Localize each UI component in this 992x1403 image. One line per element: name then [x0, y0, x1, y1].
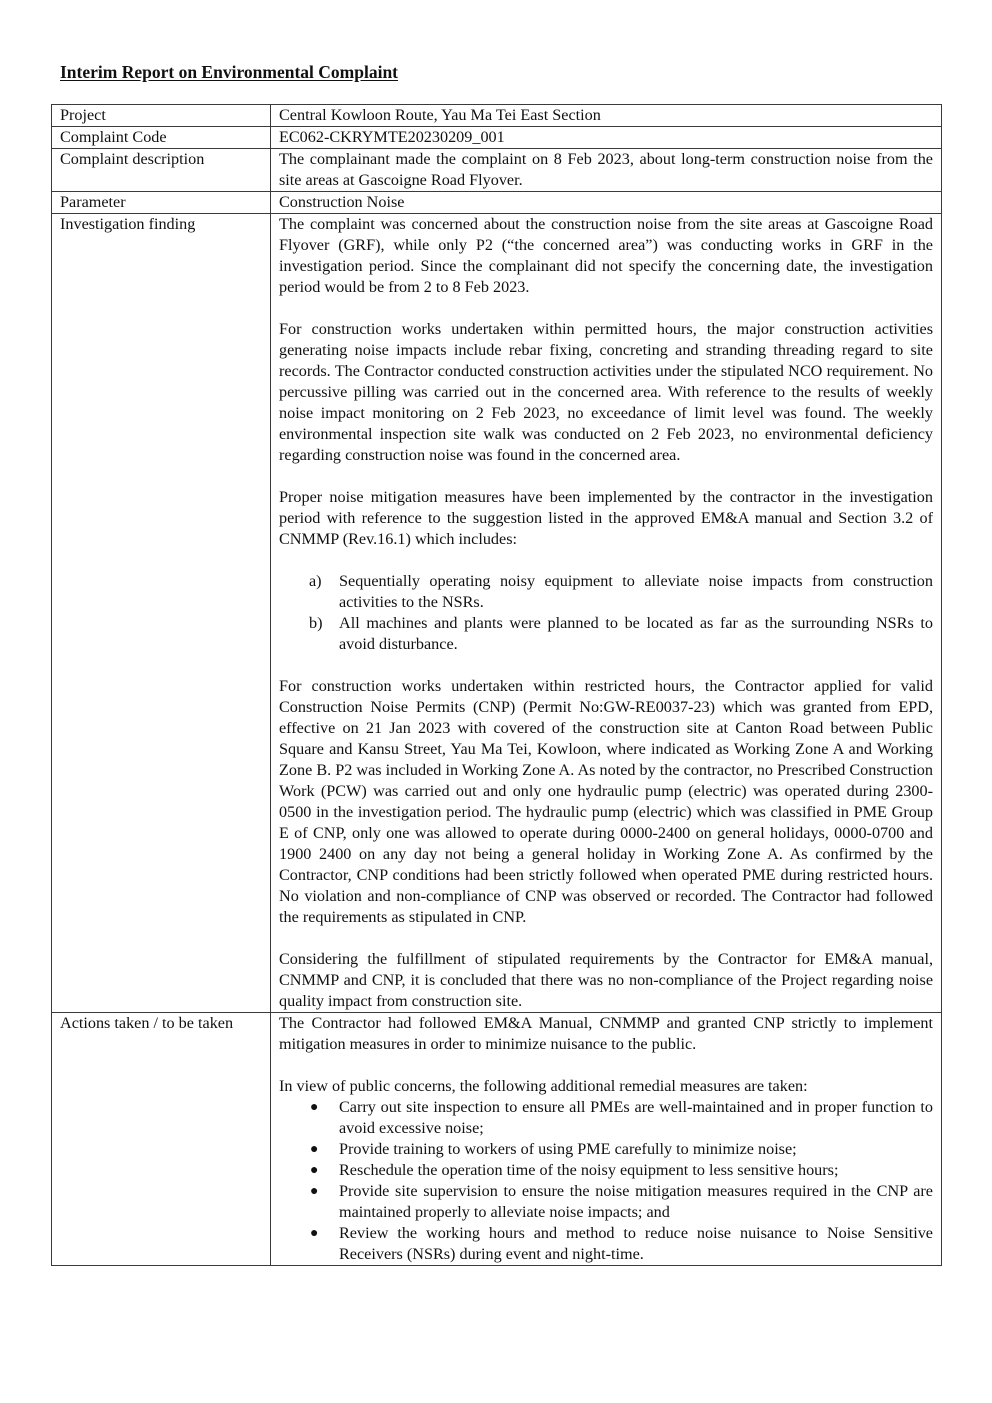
actions-intro: The Contractor had followed EM&A Manual, CNMMP and granted CNP strictly to implement mitigation measures in order to minimize nuisance to the public.: [279, 1014, 933, 1053]
row-label: Complaint description: [52, 149, 271, 192]
list-item: [279, 613, 933, 655]
table-row-actions: [52, 1013, 942, 1266]
finding-paragraph: The complaint was concerned about the construction noise from the site areas at Gascoigne Road Flyover (GRF), while only P2 (“the concerned area”) was conducting works in GRF in the investigation period. Since the complainant did not specify the concerning date, the investigation period would be from 2 to 8 Feb 2023.: [279, 215, 933, 296]
table-row-complaint-description: [52, 149, 942, 192]
list-item: [279, 1181, 933, 1223]
list-item-text: All machines and plants were planned to be located as far as the surrounding NSRs to avoid disturbance.: [339, 614, 933, 653]
bullet-icon: ●: [310, 1184, 319, 1199]
remedial-measures-list: [279, 1097, 933, 1265]
list-item: [279, 1097, 933, 1139]
actions-value: [271, 1013, 942, 1266]
row-label: Complaint Code: [52, 127, 271, 149]
finding-paragraph: Proper noise mitigation measures have been implemented by the contractor in the investigation period with reference to the suggestion listed in the approved EM&A manual and Section 3.2 of CNMMP (Rev.16.1) which includes:: [279, 488, 933, 548]
spacer: [279, 655, 933, 676]
mitigation-measures-list: [279, 571, 933, 655]
bullet-icon: ●: [310, 1226, 319, 1241]
complaint-description-value: The complainant made the complaint on 8 Feb 2023, about long-term construction noise from the site areas at Gascoigne Road Flyover.: [271, 149, 942, 192]
list-marker: a): [309, 572, 322, 590]
table-row-parameter: [52, 192, 942, 214]
additional-measures-intro: In view of public concerns, the following additional remedial measures are taken:: [279, 1077, 808, 1095]
list-item: [279, 1160, 933, 1181]
bullet-icon: ●: [310, 1142, 319, 1157]
bullet-icon: ●: [310, 1100, 319, 1115]
row-label: Investigation finding: [52, 214, 271, 1013]
table-row-project: [52, 105, 942, 127]
finding-paragraph: For construction works undertaken within permitted hours, the major construction activities generating noise impacts include rebar fixing, concreting and stranding threading regard to site records. The Contractor conducted construction activities under the stipulated NCO requirement. No percussive pilling was carried out in the concerned area. With reference to the results of weekly noise impact monitoring on 2 Feb 2023, no exceedance of limit level was found. The weekly environmental inspection site walk was conducted on 2 Feb 2023, no environmental deficiency regarding construction noise was found in the concerned area.: [279, 320, 933, 464]
list-item: [279, 571, 933, 613]
complaint-report-table: [51, 104, 942, 1266]
table-row-complaint-code: [52, 127, 942, 149]
row-label: Parameter: [52, 192, 271, 214]
row-label: Actions taken / to be taken: [52, 1013, 271, 1266]
bullet-icon: ●: [310, 1163, 319, 1178]
list-item-text: Carry out site inspection to ensure all PMEs are well-maintained and in proper function to avoid excessive noise;: [339, 1098, 933, 1137]
list-item-text: Provide training to workers of using PME carefully to minimize noise;: [339, 1140, 797, 1158]
list-item-text: Reschedule the operation time of the noisy equipment to less sensitive hours;: [339, 1161, 839, 1179]
parameter-value: Construction Noise: [271, 192, 942, 214]
list-item-text: Provide site supervision to ensure the noise mitigation measures required in the CNP are maintained properly to alleviate noise impacts; and: [339, 1182, 933, 1221]
list-item-text: Review the working hours and method to reduce noise nuisance to Noise Sensitive Receivers (NSRs) during event and night-time.: [339, 1224, 933, 1263]
complaint-code-value: EC062-CKRYMTE20230209_001: [271, 127, 942, 149]
list-item: [279, 1139, 933, 1160]
project-value: Central Kowloon Route, Yau Ma Tei East Section: [271, 105, 942, 127]
restricted-hours-paragraph: For construction works undertaken within restricted hours, the Contractor applied for valid Construction Noise Permits (CNP) (Permit No:GW-RE0037-23) which was granted from EPD, effective on 21 Jan 2023 with covered of the construction site at Canton Road between Public Square and Kansu Street, Yau Ma Tei, Kowloon, where indicated as Working Zone A and Working Zone B. P2 was included in Working Zone A. As noted by the contractor, no Prescribed Construction Work (PCW) was carried out and only one hydraulic pump (electric) was operated during 2300-0500 in the investigation period. The hydraulic pump (electric) which was classified in PME Group E of CNP, only one was allowed to operate during 0000-2400 on general holidays, 0000-0700 and 1900 2400 on any day not being a general holiday in Working Zone A. As confirmed by the Contractor, CNP conditions had been strictly followed when operated PME during restricted hours. No violation and non-compliance of CNP was observed or recorded. The Contractor had followed the requirements as stipulated in CNP.: [279, 677, 933, 926]
table-row-investigation-finding: [52, 214, 942, 1013]
list-marker: b): [309, 614, 323, 632]
conclusion-paragraph: Considering the fulfillment of stipulated requirements by the Contractor for EM&A manual, CNMMP and CNP, it is concluded that there was no non-compliance of the Project regarding noise quality impact from construction site.: [279, 950, 933, 1010]
row-label: Project: [52, 105, 271, 127]
list-item-text: Sequentially operating noisy equipment to alleviate noise impacts from construction activities to the NSRs.: [339, 572, 933, 611]
list-item: [279, 1223, 933, 1265]
page-title: Interim Report on Environmental Complaint: [60, 62, 399, 82]
investigation-finding-value: [271, 214, 942, 1013]
